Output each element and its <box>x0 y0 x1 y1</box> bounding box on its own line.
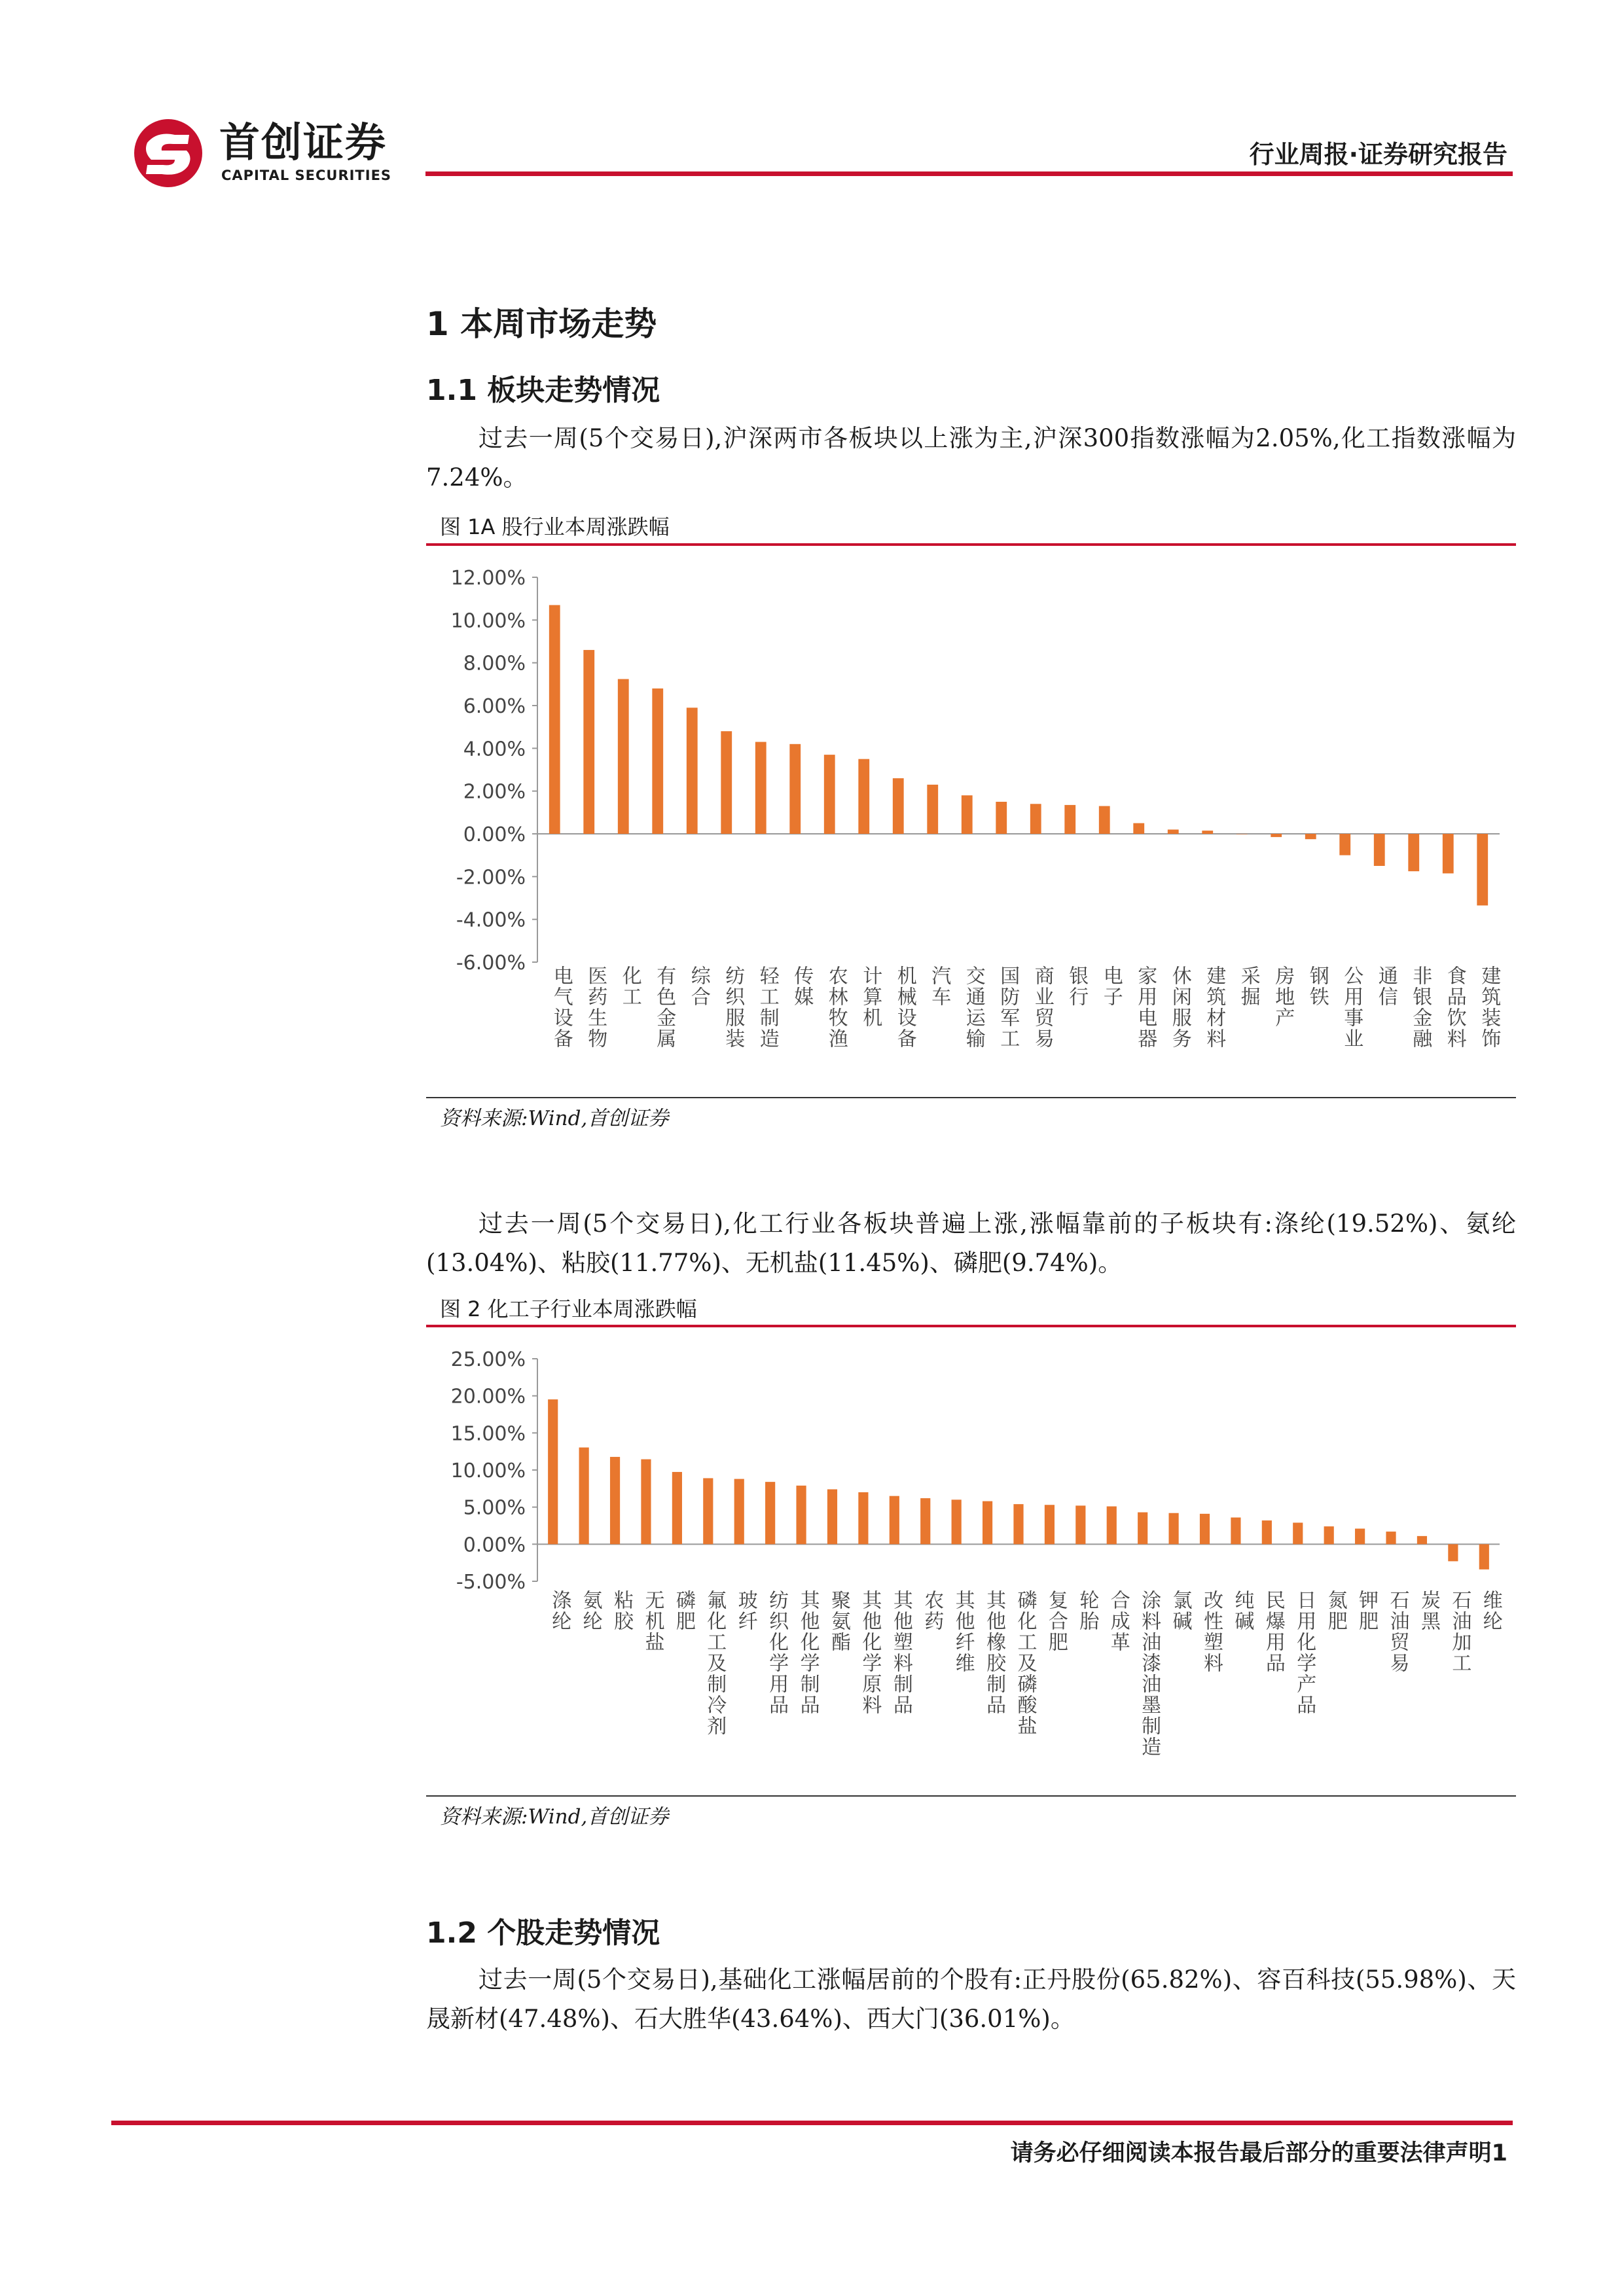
chart2-category-label: 纺织化学用品 <box>765 1590 789 1715</box>
chart2-category-label: 氯碱 <box>1168 1590 1192 1632</box>
chart2-bar <box>1324 1526 1334 1544</box>
chart1-category-label: 农林牧渔 <box>824 965 848 1049</box>
chart2-bar <box>1355 1529 1365 1545</box>
subsection-title-2: 1.2 个股走势情况 <box>426 1916 660 1950</box>
chart1-bar <box>927 785 938 834</box>
chart1-bar <box>1477 834 1488 905</box>
chart1-bar <box>962 795 973 834</box>
chart1-bar <box>824 755 835 834</box>
chart1-category-label: 交通运输 <box>962 965 985 1049</box>
chart2-category-label: 维纶 <box>1479 1590 1502 1632</box>
chart2-category-label: 改性塑料 <box>1200 1590 1223 1674</box>
chart1-y-tick-label: -2.00% <box>456 866 526 889</box>
chart1-bar <box>1408 834 1419 871</box>
chart2-category-label: 其他化学原料 <box>858 1590 882 1715</box>
chart2-category-label: 农药 <box>920 1590 944 1632</box>
chart2-category-label: 其他纤维 <box>951 1590 975 1674</box>
chart2-category-label: 磷肥 <box>672 1590 695 1632</box>
chart2-bar <box>734 1479 744 1545</box>
chart1-y-tick-label: 6.00% <box>463 695 526 718</box>
chart1-category-label: 国防军工 <box>996 965 1020 1049</box>
brand-name-en: CAPITAL SECURITIES <box>221 168 392 183</box>
figure1-top-rule <box>426 543 1516 546</box>
chart2-bar <box>1169 1513 1179 1545</box>
chart2-bar <box>641 1460 651 1545</box>
section-title: 1 本周市场走势 <box>426 305 657 343</box>
chart1-category-label: 机械设备 <box>893 965 916 1049</box>
chart2-category-label: 炭黑 <box>1416 1590 1440 1632</box>
chart1-bar <box>549 605 560 834</box>
chart2-bar <box>1262 1520 1272 1544</box>
chart1-category-label: 家用电器 <box>1134 965 1157 1049</box>
chart2-y-tick-label: 0.00% <box>463 1534 526 1557</box>
chart2-category-label: 复合肥 <box>1044 1590 1068 1653</box>
figure2-bottom-rule <box>426 1795 1516 1797</box>
chart2-category-label: 轮胎 <box>1075 1590 1099 1632</box>
chart2-bar <box>920 1498 930 1544</box>
footer-divider <box>111 2121 1513 2125</box>
chart1-bar <box>652 689 663 834</box>
chart1-bar <box>721 731 732 834</box>
chart2-bar <box>1075 1505 1085 1544</box>
chart1-y-tick-label: 12.00% <box>450 567 526 590</box>
chart2-category-label: 石油加工 <box>1448 1590 1471 1674</box>
chart2-bar <box>1293 1522 1303 1544</box>
chart2-bar <box>952 1499 962 1544</box>
chart1-y-tick-label: 0.00% <box>463 823 526 846</box>
chart2-bar <box>1231 1518 1240 1545</box>
chart1-bar <box>618 679 629 834</box>
chart2-category-label: 涂料油漆油墨制造 <box>1138 1590 1161 1757</box>
chart1-category-label: 通信 <box>1374 965 1398 1007</box>
chart1-category-label: 电子 <box>1099 965 1123 1007</box>
chart1-bar <box>755 742 767 834</box>
chart2-category-label: 民爆用品 <box>1261 1590 1285 1674</box>
chart2-category-label: 无机盐 <box>641 1590 664 1653</box>
chart2-bar <box>1417 1536 1427 1544</box>
chart2-bar <box>610 1457 620 1544</box>
chart1-bar <box>1443 834 1454 873</box>
chart1-y-tick-label: -6.00% <box>456 952 526 975</box>
chart2-category-label: 日用化学产品 <box>1293 1590 1316 1715</box>
chart1-bar <box>996 802 1007 834</box>
chart1-category-label: 综合 <box>687 965 710 1007</box>
chart2-bar <box>1107 1507 1117 1545</box>
chart2-category-label: 其他塑料制品 <box>889 1590 912 1715</box>
chart1-category-label: 食品饮料 <box>1443 965 1466 1049</box>
chart2-bar <box>1386 1532 1396 1544</box>
chart2-category-label: 其他橡胶制品 <box>983 1590 1006 1715</box>
paragraph-stock-trend: 过去一周(5个交易日),基础化工涨幅居前的个股有:正丹股份(65.82%)、容百科技(55.98%)、天晟新材(47.48%)、石大胜华(43.64%)、西大门(36.01%)。 <box>426 1965 1516 2033</box>
subsection-title-1: 1.1 板块走势情况 <box>426 374 660 407</box>
chart1-bar <box>1305 834 1316 839</box>
chart2-category-label: 玻纤 <box>734 1590 757 1632</box>
chart1-bar <box>583 650 594 834</box>
chart2-bar <box>1138 1513 1147 1545</box>
chart1-category-label: 采掘 <box>1236 965 1260 1007</box>
chart2-bar <box>579 1448 589 1545</box>
chart2-category-label: 纯碱 <box>1231 1590 1254 1632</box>
chart2-bar <box>1013 1504 1023 1544</box>
chart1-bar <box>1339 834 1350 855</box>
chart2-y-tick-label: -5.00% <box>456 1571 526 1594</box>
chart1-y-tick-label: -4.00% <box>456 908 526 932</box>
chart1-bar <box>1202 831 1213 834</box>
chart1-category-label: 纺织服装 <box>721 965 745 1049</box>
footer-disclaimer: 请务必仔细阅读本报告最后部分的重要法律声明1 <box>1010 2140 1507 2166</box>
chart2-category-label: 合成革 <box>1106 1590 1130 1653</box>
figure1-source: 资料来源:Wind,首创证券 <box>440 1107 669 1130</box>
chart1-category-label: 钢铁 <box>1305 965 1329 1007</box>
chart2-bar <box>983 1501 992 1545</box>
chart2-bar <box>548 1399 558 1544</box>
chart1-bar <box>1374 834 1385 866</box>
chart2-bar <box>858 1492 868 1544</box>
capital-securities-logo-icon <box>128 117 216 190</box>
chart2-bar <box>672 1472 682 1544</box>
chart2-category-label: 磷化工及磷酸盐 <box>1013 1590 1037 1736</box>
chart2-y-tick-label: 10.00% <box>450 1460 526 1482</box>
chart1-category-label: 化工 <box>618 965 641 1007</box>
chart1-bar <box>893 778 904 834</box>
chart1-bar <box>858 759 869 834</box>
chart2-bar <box>1479 1544 1489 1570</box>
chart1-category-label: 房地产 <box>1271 965 1295 1028</box>
chart2-y-tick-label: 20.00% <box>450 1385 526 1408</box>
chart2-category-label: 氟化工及制冷剂 <box>703 1590 727 1736</box>
chart2-bar <box>890 1496 899 1545</box>
chart1-category-label: 休闲服务 <box>1168 965 1191 1049</box>
chart1-y-tick-label: 8.00% <box>463 652 526 675</box>
figure2-chart <box>426 1331 1516 1789</box>
chart1-y-tick-label: 2.00% <box>463 780 526 804</box>
chart2-svg <box>426 1331 1516 1789</box>
chart2-bar <box>765 1482 775 1544</box>
chart1-category-label: 非银金融 <box>1409 965 1432 1049</box>
chart2-category-label: 粘胶 <box>610 1590 634 1632</box>
paragraph-subsector-trend: 过去一周(5个交易日),化工行业各板块普遍上涨,涨幅靠前的子板块有:涤纶(19.52%)、氨纶(13.04%)、粘胶(11.77%)、无机盐(11.45%)、磷肥(9.74%)。 <box>426 1210 1516 1277</box>
figure1-bottom-rule <box>426 1097 1516 1098</box>
chart2-y-tick-label: 5.00% <box>463 1496 526 1520</box>
chart2-y-tick-label: 25.00% <box>450 1348 526 1371</box>
paragraph-sector-trend: 过去一周(5个交易日),沪深两市各板块以上涨为主,沪深300指数涨幅为2.05%,化工指数涨幅为7.24%。 <box>426 424 1516 492</box>
chart2-category-label: 氮肥 <box>1324 1590 1347 1632</box>
brand-logo <box>128 117 429 190</box>
chart1-category-label: 传媒 <box>790 965 814 1007</box>
chart1-bar <box>789 744 801 834</box>
chart1-bar <box>1030 804 1041 834</box>
chart1-bar <box>1099 806 1110 834</box>
chart1-category-label: 银行 <box>1065 965 1089 1007</box>
brand-name-cn: 首创证券 <box>219 118 388 166</box>
chart1-category-label: 商业贸易 <box>1030 965 1054 1049</box>
chart1-category-label: 建筑装饰 <box>1477 965 1501 1049</box>
chart2-bar <box>703 1478 713 1544</box>
chart1-category-label: 医药生物 <box>584 965 607 1049</box>
chart1-category-label: 建筑材料 <box>1202 965 1226 1049</box>
figure1-title: 图 1A 股行业本周涨跌幅 <box>440 514 670 539</box>
chart1-category-label: 公用事业 <box>1340 965 1363 1049</box>
chart1-bar <box>1168 829 1179 834</box>
chart2-bar <box>796 1486 806 1545</box>
figure2-source: 资料来源:Wind,首创证券 <box>440 1805 669 1829</box>
chart2-category-label: 其他化学制品 <box>796 1590 820 1715</box>
chart1-category-label: 汽车 <box>928 965 951 1007</box>
chart2-category-label: 钾肥 <box>1355 1590 1379 1632</box>
chart2-bar <box>827 1489 837 1544</box>
chart2-category-label: 氨纶 <box>579 1590 602 1632</box>
chart1-bar <box>1271 834 1282 837</box>
chart1-bar <box>1133 823 1144 834</box>
chart2-category-label: 石油贸易 <box>1386 1590 1409 1674</box>
figure1-chart <box>426 550 1516 1093</box>
figure2-title: 图 2 化工子行业本周涨跌幅 <box>440 1297 697 1321</box>
chart2-bar <box>1448 1544 1458 1561</box>
chart2-y-tick-label: 15.00% <box>450 1422 526 1446</box>
chart1-category-label: 轻工制造 <box>755 965 779 1049</box>
chart1-svg <box>426 550 1516 1093</box>
report-type: 行业周报·证券研究报告 <box>1249 140 1507 169</box>
chart2-bar <box>1200 1514 1210 1544</box>
chart1-category-label: 有色金属 <box>653 965 676 1049</box>
figure2-top-rule <box>426 1325 1516 1327</box>
chart1-category-label: 计算机 <box>859 965 882 1028</box>
chart1-bar <box>687 708 698 834</box>
chart1-category-label: 电气设备 <box>549 965 573 1049</box>
chart1-y-tick-label: 4.00% <box>463 738 526 761</box>
header-divider <box>425 171 1513 176</box>
chart2-category-label: 涤纶 <box>548 1590 571 1632</box>
chart1-y-tick-label: 10.00% <box>450 609 526 633</box>
chart1-bar <box>1064 805 1075 834</box>
chart2-category-label: 聚氨酯 <box>827 1590 850 1653</box>
chart2-bar <box>1045 1505 1055 1544</box>
